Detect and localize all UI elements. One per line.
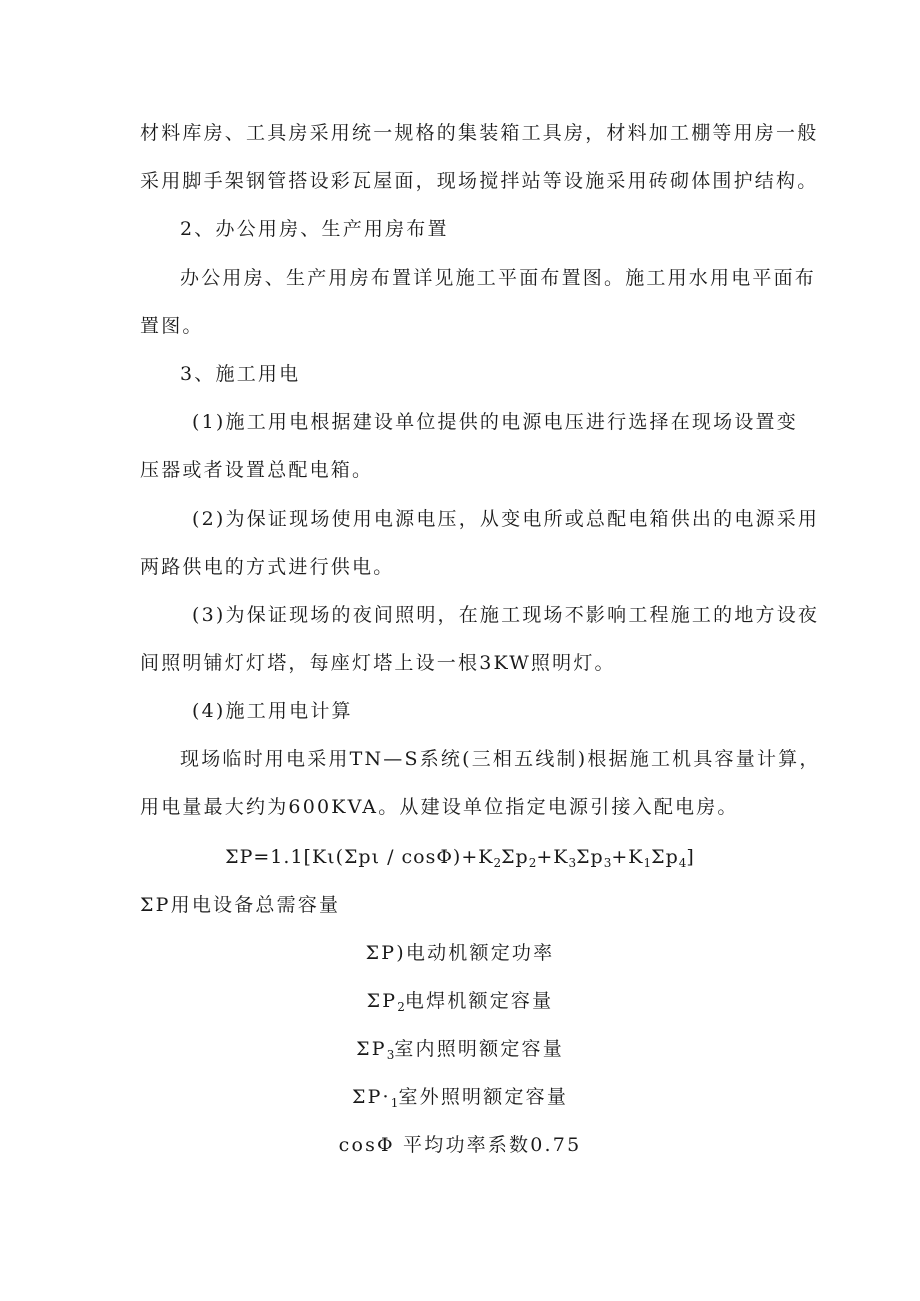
paragraph-line: 现场临时用电采用TN—S系统(三相五线制)根据施工机具容量计算， bbox=[180, 748, 821, 770]
definition-line bbox=[0, 1037, 920, 1067]
formula-subscript: 4 bbox=[678, 856, 687, 870]
definition-symbol: ΣP· bbox=[351, 1086, 391, 1108]
paragraph-line: 办公用房、生产用房布置详见施工平面布置图。施工用水用电平面布 bbox=[180, 267, 817, 289]
formula-text: +K bbox=[536, 846, 569, 868]
definition-symbol: ΣP bbox=[366, 990, 398, 1012]
list-item-line: (3)为保证现场的夜间照明，在施工现场不影响工程施工的地方设夜 bbox=[192, 604, 820, 626]
formula-subscript: 1 bbox=[643, 856, 652, 870]
definition-line: cosΦ 平均功率系数0.75 bbox=[338, 1134, 582, 1156]
definition-line bbox=[0, 1085, 920, 1115]
list-item-line: (4)施工用电计算 bbox=[192, 700, 353, 722]
formula-text: Σp bbox=[651, 846, 679, 868]
definition-line bbox=[0, 989, 920, 1019]
formula-text: Σp bbox=[501, 846, 529, 868]
definition-text: 室外照明额定容量 bbox=[398, 1086, 569, 1108]
definition-subscript: 2 bbox=[397, 1000, 405, 1014]
definition-subscript: 3 bbox=[386, 1048, 395, 1062]
paragraph-line: 采用脚手架钢管搭设彩瓦屋面，现场搅拌站等设施采用砖砌体围护结构。 bbox=[140, 170, 819, 192]
list-item-line: 压器或者设置总配电箱。 bbox=[140, 459, 374, 481]
list-item-line: 间照明铺灯灯塔，每座灯塔上设一根3KW照明灯。 bbox=[140, 652, 616, 674]
section-heading: 3、施工用电 bbox=[180, 363, 301, 385]
paragraph-line: 材料库房、工具房采用统一规格的集装箱工具房，材料加工棚等用房一般 bbox=[140, 122, 819, 144]
list-item-line: 两路供电的方式进行供电。 bbox=[140, 556, 395, 578]
paragraph-line: 用电量最大约为600KVA。从建设单位指定电源引接入配电房。 bbox=[140, 796, 739, 818]
formula-text: ] bbox=[686, 846, 695, 868]
formula-subscript: 2 bbox=[493, 856, 502, 870]
formula-subscript: 2 bbox=[528, 856, 537, 870]
section-heading: 2、办公用房、生产用房布置 bbox=[180, 218, 449, 240]
definition-symbol: ΣP bbox=[356, 1038, 387, 1060]
formula-subscript: 3 bbox=[603, 856, 612, 870]
definition-total: ΣP用电设备总需容量 bbox=[140, 894, 341, 916]
definition-line: ΣP)电动机额定功率 bbox=[365, 942, 555, 964]
definition-text: 电焊机额定容量 bbox=[404, 990, 554, 1012]
formula-subscript: 3 bbox=[568, 856, 577, 870]
definition-subscript: 1 bbox=[390, 1096, 399, 1110]
paragraph-line: 置图。 bbox=[140, 315, 204, 337]
list-item-line: (1)施工用电根据建设单位提供的电源电压进行选择在现场设置变 bbox=[192, 411, 798, 433]
formula-text: Σp bbox=[576, 846, 604, 868]
power-formula bbox=[0, 845, 920, 875]
definition-text: 室内照明额定容量 bbox=[394, 1038, 564, 1060]
formula-text: +K bbox=[611, 846, 644, 868]
list-item-line: (2)为保证现场使用电源电压，从变电所或总配电箱供出的电源采用 bbox=[192, 508, 820, 530]
formula-text: ΣP=1.1[Kι(Σpι / cosΦ)+K bbox=[225, 846, 494, 868]
